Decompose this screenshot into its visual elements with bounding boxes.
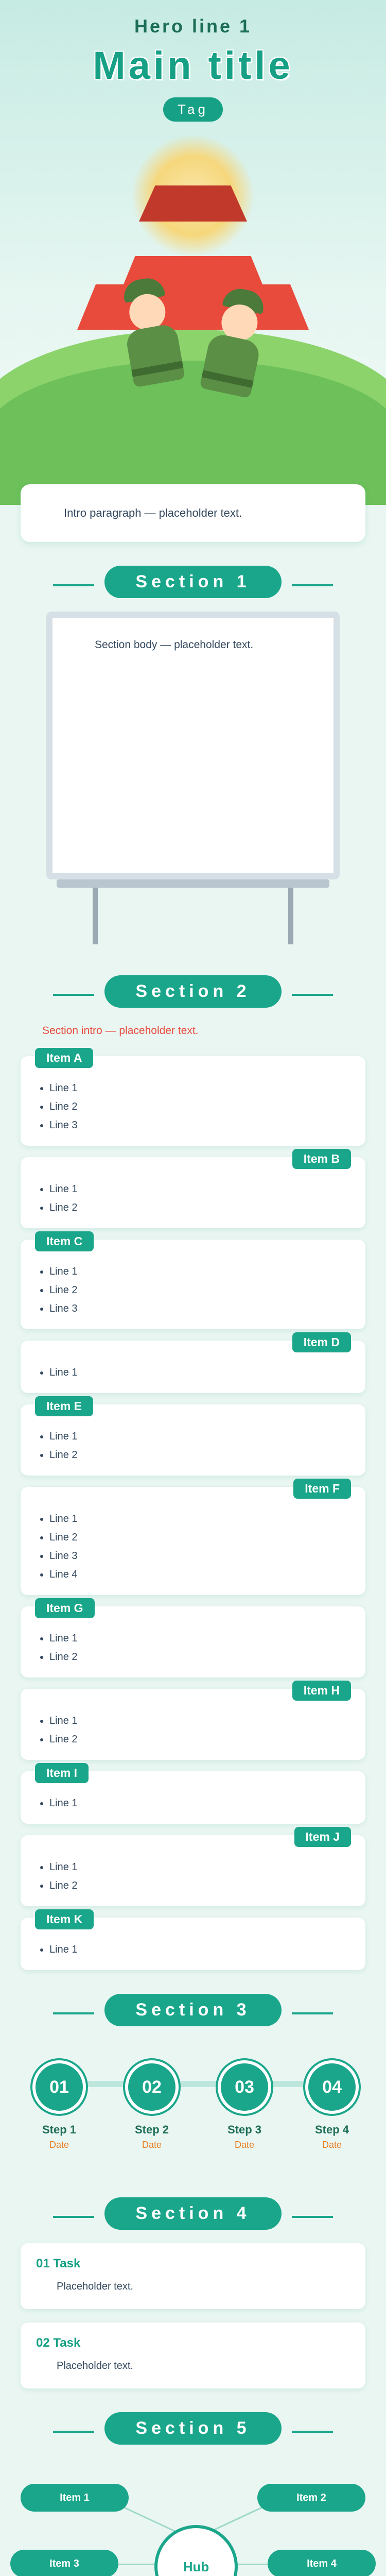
organization-block	[21, 1335, 365, 1393]
task-title: 02 Task	[36, 2336, 81, 2350]
organization-items	[35, 1711, 351, 1749]
key-work-item: Item 2	[257, 2484, 365, 2512]
organization-items	[35, 1794, 351, 1812]
organization-item: • Line 1	[49, 1079, 351, 1097]
organization-block	[21, 1152, 365, 1228]
organization-item: • Line 1	[49, 1180, 351, 1198]
divider	[292, 2431, 333, 2433]
step-date: Date	[49, 2140, 69, 2150]
organization-block	[21, 1482, 365, 1595]
organization-tag: Item C	[35, 1231, 94, 1251]
key-work-hub: Hub	[154, 2525, 238, 2576]
step-number: 04	[305, 2060, 359, 2114]
organization-block	[21, 1051, 365, 1146]
task-text: Placeholder text.	[57, 2281, 133, 2292]
step-date: Date	[142, 2140, 162, 2150]
organization-block	[21, 1912, 365, 1970]
divider	[53, 2216, 94, 2218]
organization-item: • Line 1	[49, 1427, 351, 1446]
organization-item: • Line 4	[49, 1565, 351, 1584]
organization-item: • Line 1	[49, 1363, 351, 1382]
organization-tag: Item A	[35, 1048, 93, 1068]
divider	[292, 994, 333, 996]
organization-tag: Item I	[35, 1763, 89, 1783]
whiteboard	[46, 612, 340, 879]
task-card	[21, 2243, 365, 2309]
step-name: Step 2	[134, 2123, 169, 2136]
section-title: Section 2	[104, 975, 281, 1008]
organization-block	[21, 1684, 365, 1760]
organization-item: • Line 1	[49, 1711, 351, 1730]
organization-tag: Item J	[294, 1827, 351, 1847]
organization-item: • Line 2	[49, 1876, 351, 1895]
organization-item: • Line 3	[49, 1547, 351, 1565]
organization-items	[35, 1180, 351, 1217]
whiteboard-tray	[57, 879, 329, 888]
divider	[292, 2012, 333, 2014]
organization-intro: Section intro — placeholder text.	[42, 1025, 199, 1037]
organization-item: • Line 2	[49, 1097, 351, 1116]
section-header-key-work	[0, 2412, 386, 2445]
organization-tag: Item F	[293, 1479, 351, 1499]
section-header-schedule	[0, 1994, 386, 2026]
task-text: Placeholder text.	[57, 2360, 133, 2371]
plan-tag: Tag	[163, 97, 223, 122]
whiteboard-leg	[288, 888, 293, 944]
step-number: 02	[125, 2060, 179, 2114]
divider	[53, 994, 94, 996]
step-name: Step 4	[314, 2123, 349, 2136]
organization-items	[35, 1858, 351, 1895]
section-title: Section 4	[104, 2197, 281, 2230]
key-work-item: Item 1	[21, 2484, 129, 2512]
organization-tag: Item K	[35, 1909, 94, 1929]
organization-block	[21, 1399, 365, 1476]
organization-tag: Item E	[35, 1396, 93, 1416]
step-number: 01	[32, 2060, 86, 2114]
organization-block	[21, 1830, 365, 1906]
section-title: Section 5	[104, 2412, 281, 2445]
section-header-organization	[0, 975, 386, 1008]
organization-items	[35, 1940, 351, 1959]
organization-item: • Line 1	[49, 1858, 351, 1876]
step-name: Step 1	[42, 2123, 77, 2136]
organization-item: • Line 3	[49, 1299, 351, 1318]
organization-list	[0, 1051, 386, 1970]
timeline-step	[206, 2060, 283, 2150]
timeline-step	[21, 2060, 98, 2150]
section-title: Section 3	[104, 1994, 281, 2026]
hero-top-label: Hero line 1	[134, 15, 252, 37]
organization-item: • Line 2	[49, 1528, 351, 1547]
divider	[53, 584, 94, 586]
task-card	[21, 2323, 365, 2388]
timeline-step	[113, 2060, 190, 2150]
organization-item: • Line 1	[49, 1510, 351, 1528]
organization-item: • Line 2	[49, 1446, 351, 1464]
intro-card	[21, 484, 365, 542]
divider	[53, 2431, 94, 2433]
organization-items	[35, 1079, 351, 1134]
organization-item: • Line 1	[49, 1794, 351, 1812]
schedule-timeline	[0, 2040, 386, 2174]
divider	[292, 2216, 333, 2218]
organization-item: • Line 2	[49, 1730, 351, 1749]
key-work-item: Item 4	[268, 2550, 376, 2576]
organization-item: • Line 1	[49, 1629, 351, 1648]
organization-block	[21, 1234, 365, 1329]
organization-item: • Line 2	[49, 1281, 351, 1299]
hero-title-block	[0, 15, 386, 122]
whiteboard-illustration	[0, 612, 386, 952]
whiteboard-leg	[93, 888, 98, 944]
organization-items	[35, 1510, 351, 1584]
section-title: Section 1	[104, 566, 281, 598]
organization-items	[35, 1363, 351, 1382]
intro-text: Intro paragraph — placeholder text.	[64, 506, 242, 519]
organization-tag: Item H	[292, 1681, 351, 1701]
step-date: Date	[234, 2140, 255, 2150]
organization-items	[35, 1427, 351, 1464]
step-date: Date	[322, 2140, 342, 2150]
organization-items	[35, 1262, 351, 1318]
divider	[53, 2012, 94, 2014]
page-title: Main title	[93, 44, 293, 88]
organization-block	[21, 1601, 365, 1677]
organization-tag: Item G	[35, 1598, 95, 1618]
guiding-text: Section body — placeholder text.	[95, 639, 254, 651]
key-work-diagram	[0, 2458, 386, 2576]
organization-block	[21, 1766, 365, 1824]
hero-banner	[0, 0, 386, 505]
step-number: 03	[218, 2060, 271, 2114]
landmark-roof	[139, 185, 247, 222]
organization-item: • Line 2	[49, 1648, 351, 1666]
section-header-tasks	[0, 2197, 386, 2230]
organization-items	[35, 1629, 351, 1666]
organization-item: • Line 1	[49, 1940, 351, 1959]
timeline-step	[293, 2060, 371, 2150]
organization-tag: Item B	[292, 1149, 351, 1169]
organization-item: • Line 3	[49, 1116, 351, 1134]
key-work-item: Item 3	[10, 2550, 118, 2576]
section-header-guiding	[0, 566, 386, 598]
organization-item: • Line 2	[49, 1198, 351, 1217]
organization-item: • Line 1	[49, 1262, 351, 1281]
organization-tag: Item D	[292, 1332, 351, 1352]
task-title: 01 Task	[36, 2257, 81, 2270]
divider	[292, 584, 333, 586]
step-name: Step 3	[227, 2123, 262, 2136]
